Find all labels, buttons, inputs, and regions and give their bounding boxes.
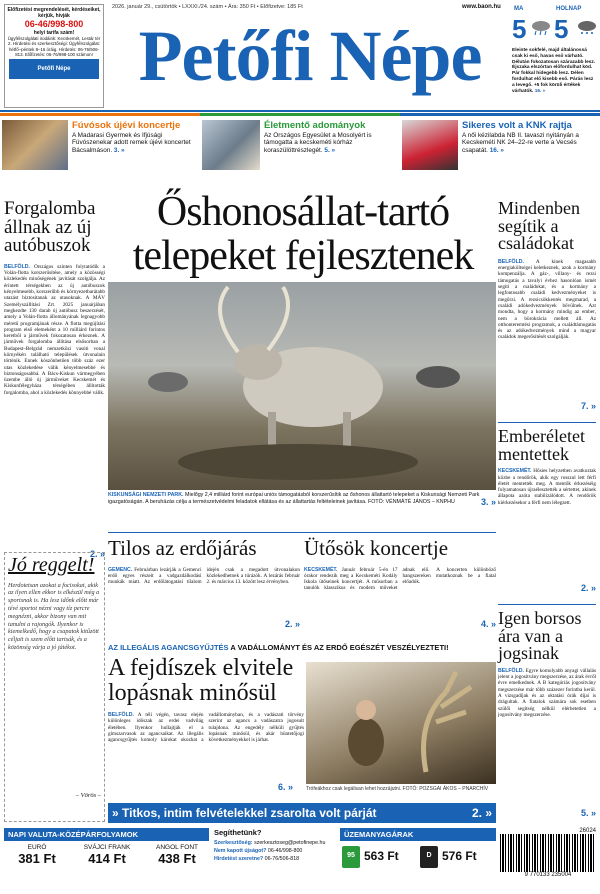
fuel-panel	[340, 828, 496, 892]
weather-tomorrow-label: HOLNAP	[556, 6, 582, 12]
agancs-kicker-bar	[108, 643, 496, 652]
main-caption-lead: KISKUNSÁGI NEMZETI PARK.	[108, 492, 184, 498]
left-story-headline[interactable]: Forgalomba állnak az új autóbuszok	[4, 198, 96, 257]
barcode-number: 9 770133 235004	[524, 872, 572, 878]
promo-photo	[402, 120, 458, 170]
weather-box	[510, 4, 598, 110]
newspaper-thumbnail: Petőfi Népe	[9, 59, 99, 79]
subscription-phone[interactable]: 06-46/998-800	[24, 19, 84, 29]
promo-title: Életmentő adományok	[264, 120, 366, 131]
fx-item	[74, 844, 140, 866]
erdo-story-dateline: GEMENC.	[108, 566, 133, 573]
promo-ref[interactable]: 16. »	[489, 146, 504, 154]
fuel-price: 576 Ft	[442, 849, 477, 863]
fx-title: NAPI VALUTA-KÖZÉPÁRFOLYAMOK	[4, 828, 209, 841]
headline-banner[interactable]	[108, 803, 496, 823]
agancs-photo	[306, 662, 496, 784]
header-divider	[0, 110, 600, 112]
mid-divider	[108, 532, 496, 533]
fx-panel	[4, 828, 209, 892]
main-photo	[108, 282, 496, 490]
promo-item[interactable]	[400, 113, 600, 173]
footer	[0, 828, 600, 894]
fx-value: 381 Ft	[18, 851, 56, 866]
quote-box-text: Herdotetsan azokat a focisokat, akik az ilyen ellen ekkor is elkészül még a sportsnak is. Ha lesz időnk előtt már tévé sportot nézni vagy tíz percre megnézni, akkor bizony van mit tanulni a rajongók. Ilyenkor is kiemelkedő, hogy a csapatok kitűzött céljait is szem előtt tartsák, és a közönség várja a jó játékot.	[8, 581, 100, 651]
quote-box	[4, 552, 105, 822]
rain-cloud-icon	[576, 18, 598, 41]
erdo-story-ref[interactable]: 2. »	[284, 618, 300, 629]
fx-value: 438 Ft	[158, 851, 196, 866]
fuel-price: 563 Ft	[364, 849, 399, 863]
erdo-story	[108, 538, 300, 638]
cloud-icon	[530, 18, 552, 41]
masthead: Petőfi Népe	[138, 16, 482, 96]
fx-value: 414 Ft	[88, 851, 126, 866]
right-divider-2	[498, 604, 596, 605]
agancs-headline[interactable]: A fejdíszek elvitele lopásnak minősül	[108, 655, 294, 706]
fuel-item	[340, 846, 416, 870]
barcode-bars	[500, 834, 596, 872]
igen-story-ref[interactable]: 5. »	[580, 807, 596, 818]
contact-label: Hirdetést szeretne?	[214, 856, 264, 862]
agancs-kicker-2: A VADÁLLOMÁNYT ÉS AZ ERDŐ EGÉSZÉT VESZÉLYEZTETI!	[230, 643, 449, 652]
quote-box-signature: – Vörös –	[75, 791, 101, 799]
help-title: Segíthetünk?	[214, 828, 262, 837]
banner-text: » Titkos, intim felvételekkel zsarolta volt párját	[112, 806, 377, 820]
ember-story-headline[interactable]: Emberéletet mentettek	[498, 426, 585, 464]
promo-title: Sikeres volt a KNK rajtja	[462, 120, 572, 131]
quote-box-headline: Jó reggelt!	[8, 554, 95, 576]
fuel-item	[418, 846, 494, 870]
right-story-dateline: BELFÖLD.	[498, 258, 524, 265]
left-story-dateline: BELFÖLD.	[4, 263, 30, 270]
fuel-title: ÜZEMANYAGÁRAK	[340, 828, 496, 841]
contact-label: Nem kapott újságot?	[214, 848, 267, 854]
promo-strip	[0, 113, 600, 173]
website-link[interactable]: www.baon.hu	[462, 4, 501, 10]
weather-tomorrow-temp: 5	[554, 14, 569, 44]
promo-photo	[202, 120, 260, 170]
ember-story-body: Hősies helyzetben avatkoztak közbe a rendőrök, akik egy rosszul lett férfi életét mentették meg. A mentők érkezéséig folyamatosan újraélesztették a sértettet, akinek állapota azóta stabilizálódott. A rendőrök kiérkezésekor a férfi nem lélegzett.	[498, 468, 597, 506]
contact-row	[214, 839, 334, 847]
right-divider	[498, 422, 596, 423]
left-story-body: Országos szinten folytatódik a Volán-flotta korszerűsítése, amely a közösségi közlekedés minőségének javítását szolgálja. Az érintett térségekben az új autóbuszok kényelmesebb, korszerűbb és környezetbarátabb utazást biztosítanak az utasoknak. A MÁV Személyszállítási Zrt. 2025 januárjában megkezdte 130 darab új autóbusz beszerzését, amely a Volán-flotta állományának legnagyobb méretű programjának része. A flotta megújítási program első elemeként a 10 milliárd forintos keretből a járművek fokozatosan érkeznek. A járművek forgalomba állítása elsősorban a Budapest–Belgrád nemzetközi vasúti vonal környékén található települések útvonalain történik. Ennek köszönhetően több száz ezer utas közlekedése válik kényelmesebbé és biztonságosabbá. A Bács-Kiskun vármegyében üzembe álló új járműveket Kecskemét és Kiskunfélegyháza térségében állították forgalomba, ahol a közlekedés könnyebbé válik.	[4, 263, 105, 396]
utos-story-headline[interactable]: Ütősök koncertje	[304, 536, 449, 560]
left-story-ref[interactable]: 2. »	[89, 548, 105, 559]
main-caption: Mielőgy 2,4 milliárd forint európai uniós támogatásból korszerűsítik az őshonos állattartó telepeket a Kiskunsági Nemzeti Park igazgatóságán. A beruházás célja a természetvédelmi feladatok ellátása és az állattartás feltételeinek javítása. FOTÓ: VÉNMÁTÉ JÁNOS – KNPHU	[108, 492, 480, 505]
agancs-dateline: BELFÖLD.	[108, 712, 134, 718]
barcode-top: 26024	[579, 828, 596, 834]
utos-story-ref[interactable]: 4. »	[480, 618, 496, 629]
agancs-kicker: AZ ILLEGÁLIS AGANCSGYŰJTÉS	[108, 643, 229, 652]
main-story-headline[interactable]: Őshonosállat-tartó telepeket fejlesztenek	[132, 189, 474, 279]
igen-story-body: Egyre komolyabb anyagi vállalás jelent a jogosítvány megszerzése, az árak évről évre emelkednek. A B kategóriás jogosítvány megszerzése már több százezer forintba kerül. A vizsgadíjak és az oktatási órák díjai is drágultak. A fiatalok számára sok esetben szülői segítség nélkül elérhetetlen a jogosítvány megszerzése.	[498, 667, 597, 718]
left-story	[4, 198, 105, 559]
main-story-ref[interactable]: 3. »	[480, 496, 496, 507]
agancs-ref[interactable]: 6. »	[278, 782, 294, 792]
contact-label: Szerkesztőség:	[214, 840, 253, 846]
fx-name: EURÓ	[27, 844, 47, 851]
subscription-body: Ügyfélszolgálati irodáink: Kecskemét, Lestár tér 2. Hírdetési és szerkesztőségi: Ügyfélszolgálat: hétfő–péntek 8–16 óráig. Hírdetés: 06-76/506-813. Előfizetés: 06-76/998-100 számon!	[7, 36, 101, 57]
antler-illustration	[306, 662, 496, 784]
contact-row	[214, 855, 334, 863]
utos-story-dateline: KECSKEMÉT.	[304, 566, 338, 573]
contact-value[interactable]: 06-76/506-818	[264, 856, 300, 862]
right-story-body: A kinek magasabb energiaköltségei keletkeznek, azok a kormány kompenzálja. A gáz-, villany- és rezsi támogatás a tavalyi évhez hasonlóan ismét segíti a családokat, és a kormány a legfontosabb családi kedvezményeket is megőrzi. A rezsicsökkentés megmarad, a családi adókedvezmények bővülnek. Azt mondta, hogy a kormány mindig az ember, nem a bürokrácia mellett áll. Az otthonteremtési programok, a családtámogatás és az adókedvezmények mind a magyar családok megerősítését szolgálják.	[498, 258, 596, 341]
igen-story-dateline: BELFÖLD.	[498, 667, 524, 674]
promo-photo	[2, 120, 68, 170]
ember-story	[498, 428, 596, 598]
fuel-type: 95	[347, 852, 355, 859]
weather-text: Eleinte sokfelé, majd általánossá csak ki eső, havas eső várható. Délután fokozatosan szárazabb lesz. Éjszaka elszórtan előfordulhat köd. Pár fokkal hidegebb lesz. Délen fordulhat elő kisebb eső. Párás lesz a levegő. +5 fok körüli értékek várhatók.	[512, 48, 596, 94]
contact-value[interactable]: szerkesztoseg@petofinepe.hu	[254, 840, 326, 846]
fuel-type: D	[426, 852, 432, 859]
promo-text: Az Országos Egyesület a Mosolyért is támogatta a kecskeméti kórház koraszülöttrészlegét.	[264, 132, 372, 154]
weather-today-temp: 5	[512, 14, 527, 44]
erdo-story-body: Februárban lezárják a Gemenci erdő egyes részeit a vadgazdálkodási munkák miatt. Az erdőlátogatási tilalom idején csak a megadott útvonalakon közlekedhetnek a túrázók. A lezárás február 2. és március 13. között lesz érvényben.	[108, 566, 300, 586]
promo-item[interactable]	[200, 113, 400, 173]
fx-item	[4, 844, 70, 866]
promo-ref[interactable]: 3. »	[113, 146, 125, 154]
ember-story-ref[interactable]: 2. »	[580, 583, 596, 594]
ember-story-dateline: KECSKEMÉT.	[498, 468, 532, 475]
subscription-title: Előfizetési megrendelését, kérdéseiket, kérjük, hívják	[7, 7, 101, 19]
fx-item	[144, 844, 210, 866]
promo-title: Fúvósok újévi koncertje	[72, 120, 181, 131]
utos-story-body: Január február 5-én 17 órakor rendezik meg a Kecskeméti Kodály Iskola ütőseinek koncertjét. A műsorban a tanulók klasszikus és modern műveket adnak elő. A koncerten különböző hangszereken mutatkoznak be a fiatal előadók.	[304, 566, 496, 592]
promo-text: A Madarasi Gyermek és Ifjúsági Fúvószenekar adott remek újévi koncertet Bácsalmáson.	[72, 132, 191, 154]
cattle-illustration	[108, 282, 496, 490]
right-story-ref[interactable]: 7. »	[580, 400, 596, 411]
contact-row	[214, 847, 334, 855]
fx-name: SVÁJCI FRANK	[83, 844, 131, 851]
help-panel	[214, 828, 334, 892]
fx-name: ANGOL FONT	[155, 844, 198, 851]
banner-ref[interactable]: 2. »	[471, 806, 492, 820]
right-story-headline[interactable]: Mindenben segítik a családokat	[498, 198, 580, 254]
weather-ref[interactable]: 16. »	[534, 88, 546, 94]
right-story	[498, 200, 596, 418]
barcode	[500, 828, 596, 892]
subscription-subtitle: helyi tarifa szám!	[33, 30, 75, 36]
contact-value[interactable]: 06-46/998-800	[267, 848, 303, 854]
utos-story	[304, 538, 496, 638]
weather-today-label: MA	[514, 6, 524, 12]
igen-story	[498, 610, 596, 830]
igen-story-headline[interactable]: Igen borsos ára van a jogsinak	[498, 608, 582, 664]
agancs-body: A téli végén, tavasz elején különleges időszak az erdei vadvilág életében. Ilyenkor hullajtják el a gímszarvasok az agancsaikat. Az illegális agancsgyűjtés komoly károkat okozhat a vadállományban, és a vadászati törvény szerint az agancs a vadászatra jogosult tulajdona. Az engedély nélküli gyűjtés lopásnak minősül, és akár büntetőjogi következményekkel is járhat.	[108, 712, 304, 744]
promo-item[interactable]	[0, 113, 200, 173]
promo-ref[interactable]: 5. »	[324, 146, 336, 154]
promo-text: A női kézilabda NB II. tavaszi nyitányán a Kecskeméti NK 24–22-re verte a Vecsés csapatát.	[462, 132, 579, 154]
subscription-box	[4, 4, 104, 108]
issue-line: 2026. január 29., csütörtök • LXXXI./24. szám • Ára: 350 Ft • Előfizetve: 185 Ft	[112, 4, 303, 10]
agancs-photo-caption: Trófeákhoz csak legálisan lehet hozzájutni. FOTÓ: POZSGAI ÁKOS – PNARCHÍV	[306, 786, 489, 792]
erdo-story-headline[interactable]: Tilos az erdőjárás	[108, 536, 257, 560]
